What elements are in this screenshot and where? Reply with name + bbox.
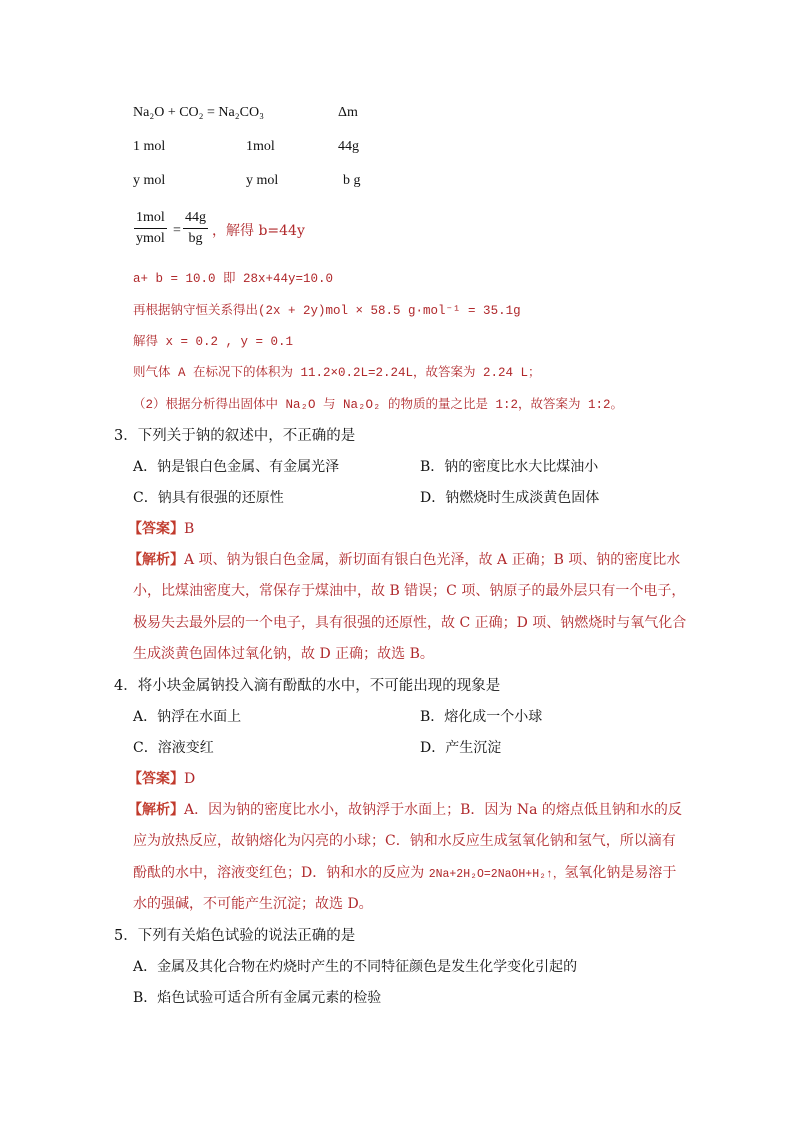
analysis-text: A．因为钠的密度比水小，故钠浮于水面上；B．因为 Na 的熔点低且钠和水的反	[184, 802, 682, 818]
analysis-text: 氢氧化钠是易溶于	[564, 865, 677, 881]
table-cell: y mol	[133, 173, 166, 188]
table-cell: 1mol	[246, 139, 275, 154]
analysis-line: 小，比煤油密度大，常保存于煤油中，故 B 错误；C 项、钠原子的最外层只有一个电子，	[133, 583, 686, 599]
question-stem: 5．下列有关焰色试验的说法正确的是	[114, 928, 356, 944]
option-c: C．溶液变红	[133, 740, 214, 756]
table-cell: Δm	[338, 105, 358, 120]
calc-line: a+ b = 10.0 即 28x+44y=10.0	[133, 272, 334, 286]
fraction-numerator: 1mol	[134, 210, 167, 229]
calc-line: 则气体 A 在标况下的体积为 11.2×0.2L=2.24L，故答案为 2.24 L；	[133, 366, 541, 380]
analysis-tag: 【解析】	[128, 552, 184, 568]
answer-value: D	[184, 771, 196, 787]
answer-tag: 【答案】	[128, 771, 184, 787]
option-b: B．熔化成一个小球	[420, 709, 543, 725]
analysis-text: 酚酞的水中，溶液变红色；D．钠和水的反应为	[133, 865, 429, 881]
analysis-line	[128, 551, 680, 569]
analysis-text: A 项、钠为银白色金属，新切面有银白色光泽，故 A 正确；B 项、钠的密度比水	[184, 552, 681, 568]
fraction-right	[183, 210, 208, 247]
option-b: B．焰色试验可适合所有金属元素的检验	[133, 990, 382, 1006]
fraction-denominator: ymol	[136, 231, 165, 246]
fraction-left	[134, 210, 167, 247]
option-a: A．钠浮在水面上	[133, 709, 242, 725]
table-cell: 1 mol	[133, 139, 166, 154]
table-cell: y mol	[246, 173, 279, 188]
table-cell: 44g	[338, 139, 359, 154]
analysis-tag: 【解析】	[128, 802, 184, 818]
equals-sign: =	[173, 223, 181, 238]
analysis-line: 极易失去最外层的一个电子，具有很强的还原性，故 C 正确；D 项、钠燃烧时与氧气化合	[133, 615, 687, 631]
analysis-line	[128, 801, 682, 819]
option-d: D．钠燃烧时生成淡黄色固体	[420, 490, 600, 506]
fraction-numerator: 44g	[183, 210, 208, 229]
fraction-denominator: bg	[188, 231, 203, 246]
fraction-result: ，解得 b=44y	[212, 223, 305, 239]
calc-line: （2）根据分析得出固体中 Na₂O 与 Na₂O₂ 的物质的量之比是 1:2，故答案为 1:2。	[133, 398, 624, 412]
analysis-line: 应为放热反应，故钠熔化为闪亮的小球；C．钠和水反应生成氢氧化钠和氢气，所以滴有	[133, 833, 676, 849]
table-cell: b g	[343, 173, 361, 188]
option-a: A．钠是银白色金属、有金属光泽	[133, 459, 340, 475]
analysis-line: 水的强碱，不可能产生沉淀；故选 D。	[133, 896, 373, 912]
option-c: C．钠具有很强的还原性	[133, 490, 284, 506]
answer-tag: 【答案】	[128, 521, 184, 537]
analysis-line: 生成淡黄色固体过氧化钠，故 D 正确；故选 B。	[133, 646, 434, 662]
answer-value: B	[184, 521, 195, 537]
option-a: A．金属及其化合物在灼烧时产生的不同特征颜色是发生化学变化引起的	[133, 959, 578, 975]
answer-line	[128, 770, 195, 788]
calc-line: 再根据钠守恒关系得出(2x + 2y)mol × 58.5 g·mol⁻¹ = 35.1g	[133, 304, 521, 318]
answer-line	[128, 520, 194, 538]
calc-line: 解得 x = 0.2 , y = 0.1	[133, 335, 294, 349]
table-cell: Na₂O + CO₂ = Na₂CO₃	[133, 105, 264, 120]
question-stem: 3．下列关于钠的叙述中，不正确的是	[114, 428, 356, 444]
analysis-line	[133, 864, 676, 884]
reaction-equation: 2Na+2H₂O=2NaOH+H₂↑，	[428, 868, 565, 881]
option-b: B．钠的密度比水大比煤油小	[420, 459, 599, 475]
question-stem: 4．将小块金属钠投入滴有酚酞的水中，不可能出现的现象是	[114, 678, 501, 694]
option-d: D．产生沉淀	[420, 740, 502, 756]
